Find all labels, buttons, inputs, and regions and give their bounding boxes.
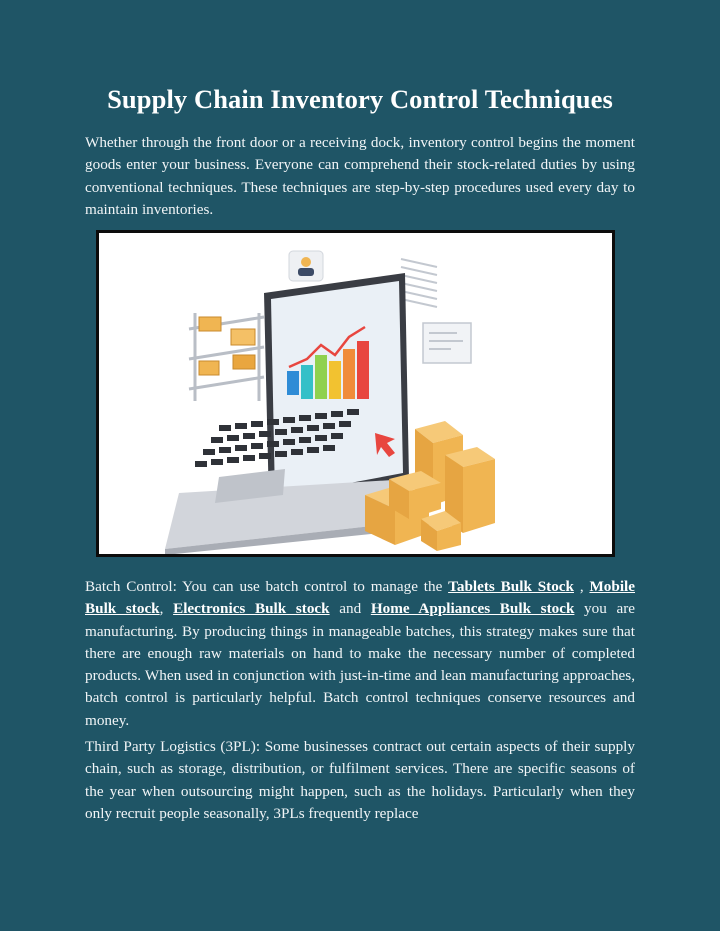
separator-text: , <box>159 600 174 618</box>
mobile-bulk-stock-link[interactable]: Mobile Bulk stock <box>85 578 635 618</box>
batch-control-paragraph <box>85 576 635 732</box>
tablets-bulk-stock-link[interactable]: Tablets Bulk Stock <box>448 578 574 595</box>
batch-rest-text: you are manufacturing. By producing things in manageable batches, this strategy makes sure that there are enough raw materials on hand to make the necessary number of completed products. When used in conjunction with just-in-time and lean manufacturing approaches, batch control is particularly helpful. Batch control techniques conserve resources and money. <box>85 600 635 729</box>
separator-text: and <box>329 600 371 618</box>
inventory-illustration <box>96 230 615 557</box>
document-icon <box>401 259 471 363</box>
page-title: Supply Chain Inventory Control Techniques <box>107 84 613 114</box>
shelf-box-icon <box>199 317 255 375</box>
separator-text: , <box>574 578 590 595</box>
batch-lead-text: Batch Control: You can use batch control to manage the <box>85 578 449 595</box>
intro-paragraph: Whether through the front door or a receiving dock, inventory control begins the moment goods enter your business. Everyone can comprehend their stock-related duties by using conventional techniques. These techniques are step-by-step procedures used every day to maintain inventories. <box>85 134 635 218</box>
third-party-logistics-paragraph: Third Party Logistics (3PL): Some businesses contract out certain aspects of their supply chain, such as storage, distribution, or fulfilment services. There are specific seasons of the year when outsourcing might happen, such as the holidays. Particularly when they only recruit people seasonally, 3PLs frequently replace <box>85 738 635 822</box>
electronics-bulk-stock-link[interactable]: Electronics Bulk stock <box>173 600 330 618</box>
home-appliances-bulk-stock-link[interactable]: Home Appliances Bulk stock <box>370 600 575 618</box>
